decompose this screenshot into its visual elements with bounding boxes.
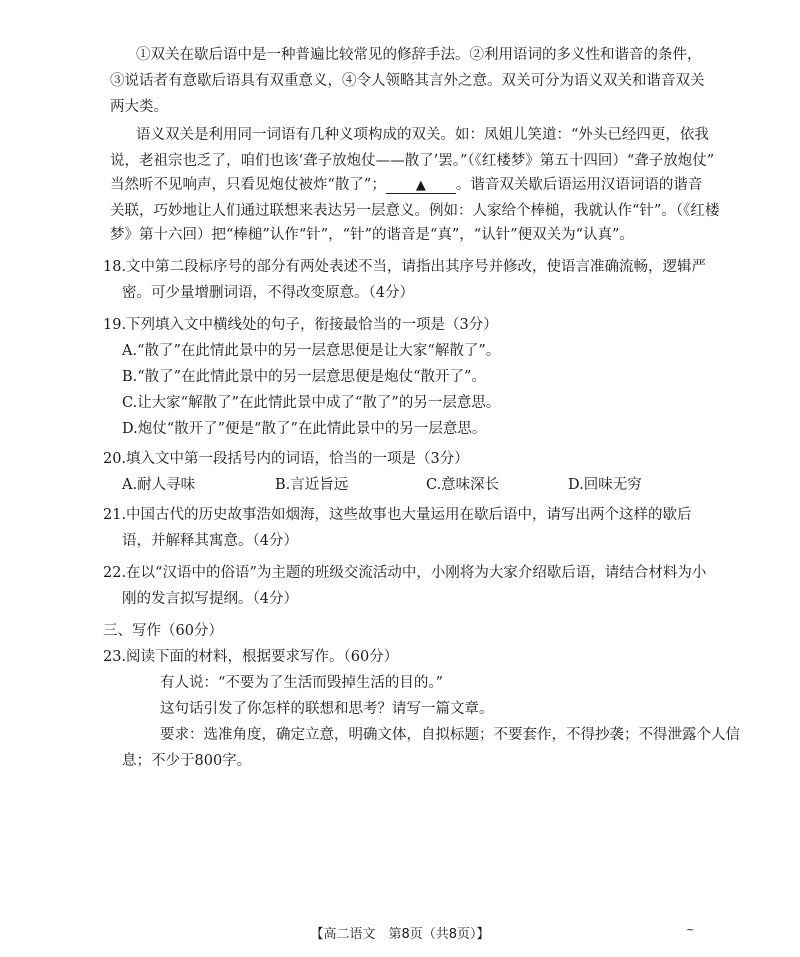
answer-blank <box>386 179 456 194</box>
question-21-cont: 语，并解释其寓意。（4分） <box>122 533 298 549</box>
option-c: C.让大家“解散了”在此情此景中成了“散了”的另一层意思。 <box>122 395 501 411</box>
passage-line: 语义双关是利用同一词语有几种义项构成的双关。如：凤姐儿笑道：“外头已经四更，依我 <box>136 127 709 143</box>
passage-line: 关联，巧妙地让人们通过联想来表达另一层意义。例如：人家给个棒槌，我就认作“针”。（《红楼 <box>110 203 720 219</box>
section-heading: 三、写作（60分） <box>103 623 223 639</box>
corner-mark: ~ <box>686 925 695 936</box>
passage-line: 两大类。 <box>110 99 168 115</box>
option-a: A.耐人寻味 <box>122 477 196 493</box>
question-20: 20.填入文中第一段括号内的词语，恰当的一项是（3分） <box>103 451 469 467</box>
option-b: B.言近旨远 <box>275 477 349 493</box>
question-18: 18.文中第二段标序号的部分有两处表述不当，请指出其序号并修改，使语言准确流畅，逻辑严 <box>103 259 707 275</box>
option-a: A.“散了”在此情此景中的另一层意思便是让大家“解散了”。 <box>122 343 501 359</box>
passage-text: 。谐音双关歇后语运用汉语词语的谐音 <box>455 177 703 193</box>
question-19: 19.下列填入文中横线处的句子，衔接最恰当的一项是（3分） <box>103 317 498 333</box>
option-d: D.回味无穷 <box>568 477 642 493</box>
question-22: 22.在以“汉语中的俗语”为主题的班级交流活动中，小刚将为大家介绍歇后语，请结合材料为小 <box>103 565 707 581</box>
essay-requirements-cont: 息；不少于800字。 <box>122 753 252 769</box>
blank-marker: ▲ <box>415 178 426 193</box>
passage-line: 梦》第十六回）把“棒槌”认作“针”，“针”的谐音是“真”，“认针”便双关为“认真”。 <box>110 227 634 243</box>
essay-material: 有人说：“不要为了生活而毁掉生活的目的。” <box>160 675 444 691</box>
passage-text: 当然听不见响声，只看见炮仗被炸“散了”； <box>110 177 386 193</box>
question-22-cont: 刚的发言拟写提纲。（4分） <box>122 591 298 607</box>
page-footer: 【高二语文 第8页（共8页）】 <box>310 927 490 942</box>
essay-prompt: 这句话引发了你怎样的联想和思考？请写一篇文章。 <box>160 701 494 717</box>
option-c: C.意味深长 <box>426 477 500 493</box>
passage-line: 说，老祖宗也乏了，咱们也该‘聋子放炮仗——散了’罢。”（《红楼梦》第五十四回）“聋子放炮仗” <box>110 153 715 169</box>
passage-line: ③说话者有意歇后语具有双重意义，④令人领略其言外之意。双关可分为语义双关和谐音双关 <box>110 73 705 89</box>
question-21: 21.中国古代的历史故事浩如烟海，这些故事也大量运用在歇后语中，请写出两个这样的歇后 <box>103 507 692 523</box>
option-b: B.“散了”在此情此景中的另一层意思便是炮仗“散开了”。 <box>122 369 486 385</box>
passage-line-with-blank <box>110 176 702 194</box>
essay-requirements: 要求：选准角度，确定立意，明确文体，自拟标题；不要套作，不得抄袭；不得泄露个人信 <box>160 727 740 743</box>
option-d: D.炮仗“散开了”便是“散了”在此情此景中的另一层意思。 <box>122 421 487 437</box>
question-18-cont: 密。可少量增删词语，不得改变原意。（4分） <box>122 285 414 301</box>
question-23: 23.阅读下面的材料，根据要求写作。（60分） <box>103 649 399 665</box>
passage-line: ①双关在歇后语中是一种普遍比较常见的修辞手法。②利用语词的多义性和谐音的条件， <box>136 47 702 63</box>
